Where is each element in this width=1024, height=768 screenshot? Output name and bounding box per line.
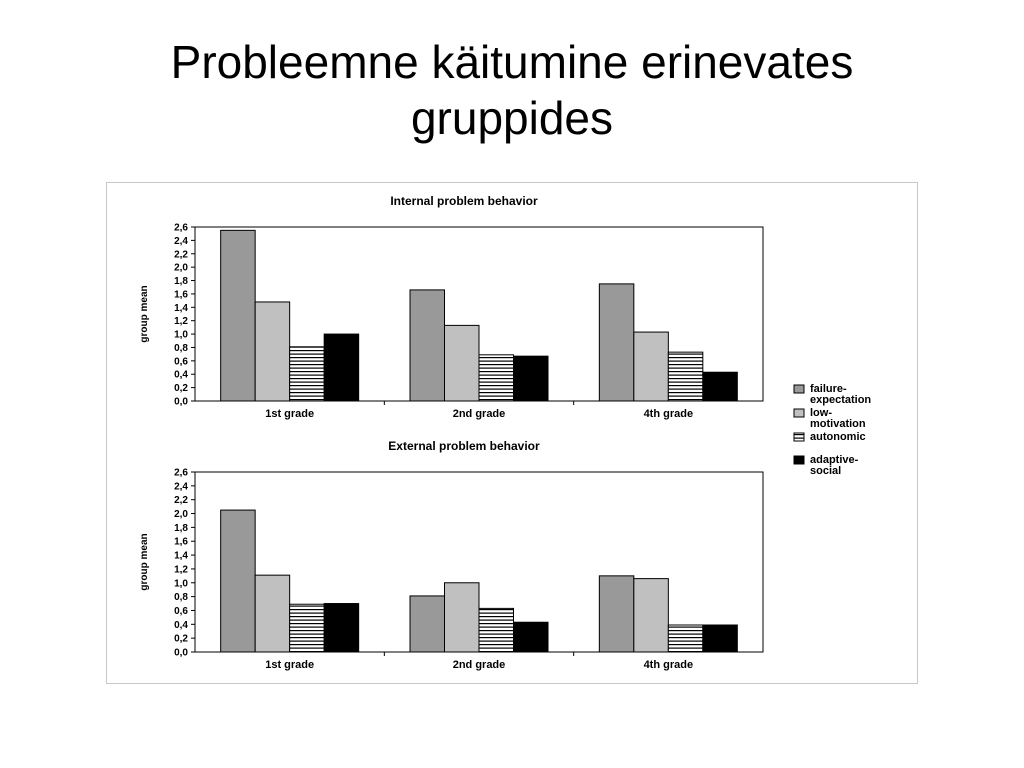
bar-adaptive-social-3 [703, 372, 738, 401]
y-tick-label: 2,4 [174, 481, 188, 493]
y-tick-label: 2,6 [174, 222, 188, 234]
bar-failure-expectation-2 [410, 290, 445, 401]
slide-title-line-1: Probleemne käitumine erinevates [170, 36, 854, 88]
y-tick-label: 0,0 [174, 396, 188, 408]
bar-autonomic-1 [290, 347, 325, 401]
y-tick-label: 0,2 [174, 633, 188, 645]
x-category-label: 1st grade [265, 659, 315, 671]
bar-failure-expectation-1 [221, 510, 256, 652]
y-tick-label: 0,8 [174, 592, 188, 604]
bar-autonomic-3 [668, 352, 703, 401]
x-category-label: 4th grade [643, 408, 694, 420]
bar-failure-expectation-1 [221, 230, 256, 401]
y-tick-label: 1,2 [174, 564, 188, 576]
chart-2 [139, 439, 763, 671]
y-tick-label: 0,6 [174, 605, 188, 617]
chart-title: Internal problem behavior [390, 194, 538, 208]
legend-label: autonomic [810, 431, 866, 443]
y-tick-label: 1,8 [174, 276, 188, 288]
bar-adaptive-social-2 [514, 622, 549, 652]
bar-failure-expectation-3 [599, 284, 634, 401]
y-tick-label: 2,6 [174, 467, 188, 479]
bar-adaptive-social-1 [324, 334, 359, 401]
x-category-label: 2nd grade [452, 408, 506, 420]
legend-swatch-autonomic [794, 433, 804, 441]
x-category-label: 1st grade [265, 408, 315, 420]
chart-title: External problem behavior [388, 439, 540, 453]
bar-autonomic-3 [668, 625, 703, 652]
bar-low-motivation-2 [445, 325, 480, 401]
bar-adaptive-social-1 [324, 604, 359, 652]
bar-low-motivation-1 [255, 302, 290, 401]
legend-swatch-low-motivation [794, 409, 804, 417]
y-tick-label: 1,0 [174, 329, 188, 341]
y-tick-label: 2,2 [174, 495, 188, 507]
legend-label-line2: expectation [810, 394, 872, 406]
x-category-label: 2nd grade [452, 659, 506, 671]
bar-failure-expectation-2 [410, 596, 445, 652]
legend [794, 383, 871, 477]
y-tick-label: 0,6 [174, 356, 188, 368]
y-tick-label: 1,4 [174, 550, 188, 562]
legend-swatch-adaptive-social [794, 456, 804, 464]
y-tick-label: 1,4 [174, 302, 188, 314]
charts-layer [139, 194, 763, 671]
y-axis-label: group mean [139, 285, 150, 343]
y-tick-label: 0,4 [174, 369, 188, 381]
legend-label-line2: motivation [810, 418, 866, 430]
y-tick-label: 0,8 [174, 342, 188, 354]
y-tick-label: 2,0 [174, 509, 188, 521]
legend-swatch-failure-expectation [794, 385, 804, 393]
slide-title-line-2: gruppides [410, 92, 614, 144]
bar-low-motivation-1 [255, 575, 290, 652]
legend-label: failure- [810, 383, 847, 395]
y-axis-label: group mean [139, 533, 150, 591]
bar-low-motivation-3 [634, 579, 669, 652]
legend-label: adaptive- [810, 454, 859, 466]
legend-label: low- [810, 407, 832, 419]
y-tick-label: 2,2 [174, 249, 188, 261]
y-tick-label: 0,0 [174, 647, 188, 659]
y-tick-label: 2,4 [174, 235, 188, 247]
bar-adaptive-social-3 [703, 625, 738, 652]
bar-autonomic-1 [290, 604, 325, 652]
chart-1 [139, 194, 763, 420]
y-tick-label: 1,2 [174, 316, 188, 328]
bar-failure-expectation-3 [599, 576, 634, 652]
x-category-label: 4th grade [643, 659, 694, 671]
y-tick-label: 1,8 [174, 522, 188, 534]
y-tick-label: 0,2 [174, 383, 188, 395]
y-tick-label: 0,4 [174, 619, 188, 631]
bar-low-motivation-3 [634, 332, 669, 401]
y-tick-label: 1,6 [174, 536, 188, 548]
y-tick-label: 1,6 [174, 289, 188, 301]
legend-label-line2: social [810, 465, 842, 477]
bar-autonomic-2 [479, 608, 514, 652]
bar-autonomic-2 [479, 355, 514, 401]
y-tick-label: 2,0 [174, 262, 188, 274]
y-tick-label: 1,0 [174, 578, 188, 590]
bar-low-motivation-2 [445, 583, 480, 652]
bar-adaptive-social-2 [514, 356, 549, 401]
